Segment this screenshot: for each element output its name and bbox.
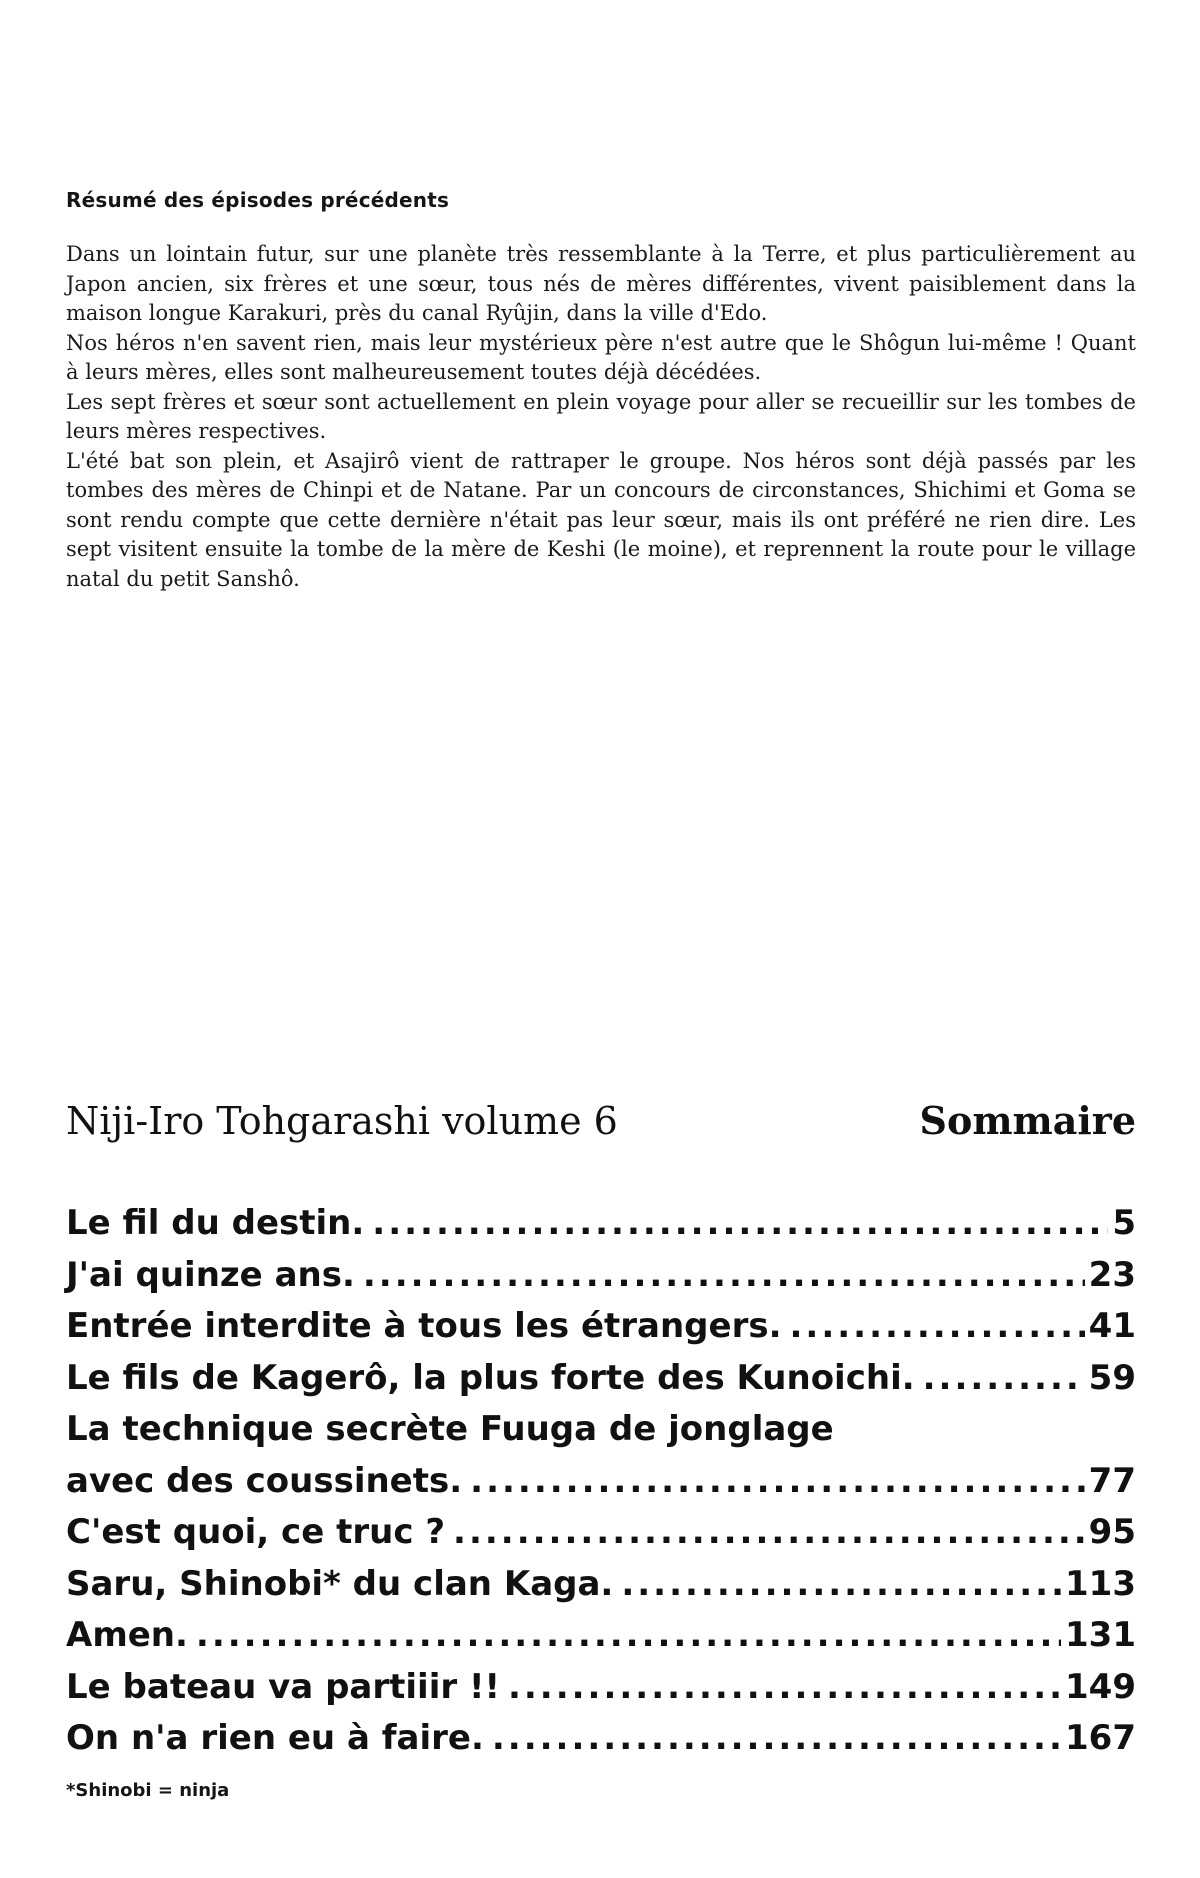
toc-entry: [66, 1610, 1136, 1662]
toc-entry-page: 59: [1088, 1357, 1136, 1398]
previous-episodes-summary: [66, 188, 1136, 594]
toc-entry-page: 95: [1088, 1512, 1136, 1552]
toc-leader-dots: [923, 1353, 1085, 1405]
toc-entry-page: 77: [1088, 1460, 1136, 1501]
toc-entry-title: Le fil du destin.: [66, 1203, 365, 1243]
toc-entry: [66, 1507, 1136, 1559]
toc-leader-dots: [372, 1198, 1108, 1250]
toc-entry: [66, 1353, 1136, 1405]
toc-entry: [66, 1713, 1136, 1765]
summary-paragraph: Dans un lointain futur, sur une planète très ressemblante à la Terre, et plus particulièrement au Japon ancien, six frères et une sœur, tous nés de mères différentes, vivent paisiblement dans la maison longue Karakuri, près du canal Ryûjin, dans la ville d'Edo.: [66, 242, 1136, 325]
summary-paragraph: L'été bat son plein, et Asajirô vient de rattraper le groupe. Nos héros sont déjà passés par les tombes des mères de Chinpi et de Natane. Par un concours de circonstances, Shichimi et Goma se sont rendu compte que cette dernière n'était pas leur sœur, mais ils ont préféré ne rien dire. Les sept visitent ensuite la tombe de la mère de Keshi (le moine), et reprennent la route pour le village natal du petit Sanshô.: [66, 448, 1136, 591]
volume-title: Niji-Iro Tohgarashi volume 6: [66, 1099, 618, 1143]
toc-entry-page: 113: [1065, 1563, 1136, 1604]
toc-leader-dots: [790, 1301, 1085, 1353]
toc-entry-page: 41: [1088, 1306, 1136, 1346]
toc-entry-page: 167: [1065, 1718, 1136, 1758]
toc-leader-dots: [621, 1559, 1061, 1611]
toc-entry-page: 149: [1065, 1666, 1136, 1707]
toc-entry: [66, 1559, 1136, 1611]
summary-paragraph: Nos héros n'en savent rien, mais leur mystérieux père n'est autre que le Shôgun lui-même ! Quant à leurs mères, elles sont malheureusement toutes déjà décédées.: [66, 330, 1136, 384]
toc-entry-title: Amen.: [66, 1615, 188, 1655]
toc-entry: [66, 1662, 1136, 1714]
toc-leader-dots: [492, 1713, 1061, 1765]
toc-leader-dots: [196, 1610, 1061, 1662]
toc-entry-title: Entrée interdite à tous les étrangers.: [66, 1306, 782, 1346]
toc-leader-dots: [453, 1507, 1085, 1559]
toc-leader-dots: [470, 1456, 1085, 1508]
toc-entry: [66, 1198, 1136, 1250]
toc-leader-dots: [363, 1250, 1085, 1302]
summary-title: Résumé des épisodes précédents: [66, 188, 450, 212]
toc-entry-title-line1: La technique secrète Fuuga de jonglage: [66, 1409, 834, 1449]
toc-entry-title: On n'a rien eu à faire.: [66, 1718, 484, 1758]
toc-entry: [66, 1404, 1136, 1507]
toc-entry-title: Le bateau va partiiir !!: [66, 1666, 500, 1707]
toc-heading: Sommaire: [919, 1098, 1136, 1143]
summary-paragraph: Les sept frères et sœur sont actuellement en plein voyage pour aller se recueillir sur les tombes de leurs mères respectives.: [66, 389, 1136, 443]
toc-entry: [66, 1301, 1136, 1353]
toc-leader-dots: [508, 1662, 1061, 1714]
toc-entry-title: avec des coussinets.: [66, 1460, 463, 1501]
toc-entry: [66, 1250, 1136, 1302]
toc-entry-page: 5: [1112, 1203, 1136, 1243]
footnote: *Shinobi = ninja: [66, 1780, 230, 1801]
toc-entry-title: Le fils de Kagerô, la plus forte des Kunoichi.: [66, 1357, 915, 1398]
toc-entry-page: 131: [1065, 1615, 1136, 1655]
toc-entry-title: Saru, Shinobi* du clan Kaga.: [66, 1563, 614, 1604]
toc-entry-title: C'est quoi, ce truc ?: [66, 1512, 446, 1552]
toc-entry-page: 23: [1088, 1254, 1136, 1295]
toc-entry-title: J'ai quinze ans.: [66, 1254, 355, 1295]
table-of-contents: [66, 1198, 1136, 1765]
toc-header: [66, 1098, 1136, 1143]
